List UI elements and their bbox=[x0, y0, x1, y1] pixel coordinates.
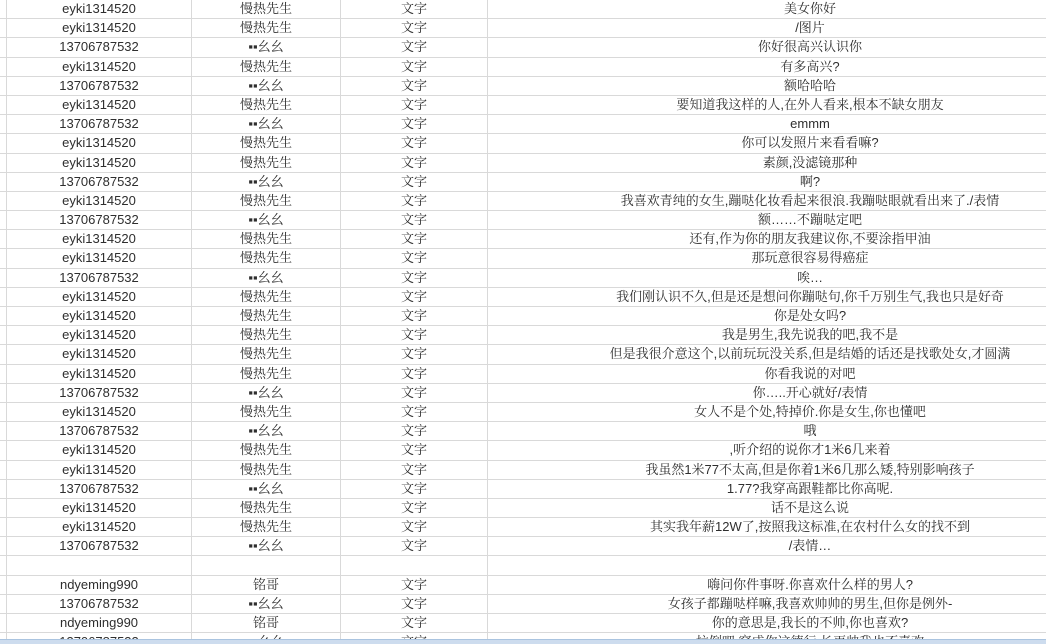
cell-type[interactable]: 文字 bbox=[341, 307, 488, 325]
cell-gutter[interactable] bbox=[0, 211, 7, 229]
cell-type[interactable]: 文字 bbox=[341, 192, 488, 210]
cell-nickname[interactable]: ▪▪幺幺 bbox=[192, 595, 341, 613]
cell-type[interactable]: 文字 bbox=[341, 537, 488, 555]
cell-nickname[interactable]: 慢热先生 bbox=[192, 345, 341, 363]
cell-message[interactable]: 美女你好 bbox=[783, 1, 836, 16]
cell-type[interactable]: 文字 bbox=[341, 58, 488, 76]
cell-gutter[interactable] bbox=[0, 461, 7, 479]
cell-type[interactable]: 文字 bbox=[341, 154, 488, 172]
table-row bbox=[0, 422, 1046, 441]
cell-type[interactable]: 文字 bbox=[341, 595, 488, 613]
table-row bbox=[0, 154, 1046, 173]
cell-gutter[interactable] bbox=[0, 269, 7, 287]
table-row bbox=[0, 595, 1046, 614]
cell-type[interactable]: 文字 bbox=[341, 614, 488, 632]
cell-nickname[interactable]: 铭哥 bbox=[192, 614, 341, 632]
cell-message[interactable]: 我喜欢青纯的女生,蹦哒化妆看起来很浪.我蹦哒眼就看出来了./表情 bbox=[620, 192, 1000, 208]
cell-account[interactable]: ndyeming990 bbox=[7, 576, 192, 594]
cell-type[interactable]: 文字 bbox=[341, 230, 488, 248]
cell-type[interactable]: 文字 bbox=[341, 518, 488, 536]
cell-gutter[interactable] bbox=[0, 595, 7, 613]
cell-type[interactable]: 文字 bbox=[341, 422, 488, 440]
table-row bbox=[0, 249, 1046, 268]
cell-account[interactable]: eyki1314520 bbox=[7, 0, 192, 18]
cell-message[interactable]: 我虽然1米77不太高,但是你着1米6几那么矮,特别影响孩子 bbox=[645, 461, 975, 477]
table-row bbox=[0, 499, 1046, 518]
cell-account[interactable]: eyki1314520 bbox=[7, 249, 192, 267]
table-row bbox=[0, 307, 1046, 326]
cell-gutter[interactable] bbox=[0, 614, 7, 632]
cell-nickname[interactable]: ▪▪幺幺 bbox=[192, 422, 341, 440]
table-row bbox=[0, 230, 1046, 249]
cell-nickname[interactable]: 慢热先生 bbox=[192, 58, 341, 76]
cell-account[interactable]: eyki1314520 bbox=[7, 461, 192, 479]
cell-nickname[interactable] bbox=[192, 556, 341, 574]
cell-gutter[interactable] bbox=[0, 249, 7, 267]
cell-type[interactable]: 文字 bbox=[341, 269, 488, 287]
cell-nickname[interactable]: 慢热先生 bbox=[192, 134, 341, 152]
table-row bbox=[0, 537, 1046, 556]
cell-message[interactable]: 啊? bbox=[799, 173, 821, 189]
cell-gutter[interactable] bbox=[0, 480, 7, 498]
cell-nickname[interactable]: 慢热先生 bbox=[192, 288, 341, 306]
cell-nickname[interactable]: ▪▪幺幺 bbox=[192, 115, 341, 133]
cell-gutter[interactable] bbox=[0, 77, 7, 95]
cell-account[interactable]: eyki1314520 bbox=[7, 326, 192, 344]
cell-account[interactable]: 13706787532 bbox=[7, 384, 192, 402]
cell-account[interactable]: ndyeming990 bbox=[7, 614, 192, 632]
cell-message[interactable]: /表情… bbox=[788, 538, 832, 554]
table-row bbox=[0, 19, 1046, 38]
cell-nickname[interactable]: 慢热先生 bbox=[192, 499, 341, 517]
cell-message[interactable]: 但是我很介意这个,以前玩玩没关系,但是结婚的话还是找歌处女,才圆满 bbox=[609, 346, 1011, 362]
cell-account[interactable]: eyki1314520 bbox=[7, 441, 192, 459]
cell-gutter[interactable] bbox=[0, 326, 7, 344]
cell-account[interactable]: 13706787532 bbox=[7, 115, 192, 133]
cell-message[interactable]: /图片 bbox=[795, 20, 825, 36]
cell-account[interactable]: eyki1314520 bbox=[7, 345, 192, 363]
cell-message[interactable]: 有多高兴? bbox=[780, 58, 840, 74]
cell-message[interactable]: 话不是这么说 bbox=[770, 499, 849, 515]
cell-nickname[interactable]: 慢热先生 bbox=[192, 154, 341, 172]
cell-gutter[interactable] bbox=[0, 422, 7, 440]
cell-nickname[interactable]: 慢热先生 bbox=[192, 96, 341, 114]
cell-type[interactable]: 文字 bbox=[341, 115, 488, 133]
cell-message[interactable]: 你的意思是,我长的不帅,你也喜欢? bbox=[711, 615, 909, 630]
cell-type[interactable]: 文字 bbox=[341, 576, 488, 594]
cell-gutter[interactable] bbox=[0, 576, 7, 594]
cell-gutter[interactable] bbox=[0, 365, 7, 383]
cell-nickname[interactable]: 铭哥 bbox=[192, 576, 341, 594]
cell-account[interactable]: 13706787532 bbox=[7, 38, 192, 56]
table-row bbox=[0, 134, 1046, 153]
cell-nickname[interactable]: ▪▪幺幺 bbox=[192, 384, 341, 402]
cell-gutter[interactable] bbox=[0, 345, 7, 363]
table-row bbox=[0, 461, 1046, 480]
cell-gutter[interactable] bbox=[0, 307, 7, 325]
cell-message[interactable]: 要知道我这样的人,在外人看来,根本不缺女朋友 bbox=[676, 96, 944, 112]
cell-message[interactable]: 其实我年薪12W了,按照我这标准,在农村什么女的找不到 bbox=[650, 519, 970, 535]
cell-type[interactable]: 文字 bbox=[341, 384, 488, 402]
cell-nickname[interactable]: 慢热先生 bbox=[192, 365, 341, 383]
table-row bbox=[0, 38, 1046, 57]
cell-nickname[interactable]: ▪▪幺幺 bbox=[192, 77, 341, 95]
cell-type[interactable]: 文字 bbox=[341, 0, 488, 18]
table-row bbox=[0, 173, 1046, 192]
cell-account[interactable]: 13706787532 bbox=[7, 537, 192, 555]
cell-message[interactable]: 唉… bbox=[796, 269, 823, 285]
cell-account[interactable]: 13706787532 bbox=[7, 422, 192, 440]
cell-type[interactable]: 文字 bbox=[341, 403, 488, 421]
table-row bbox=[0, 326, 1046, 345]
cell-nickname[interactable]: 慢热先生 bbox=[192, 441, 341, 459]
cell-message[interactable]: 女孩子都蹦哒样嘛,我喜欢帅帅的男生,但你是例外- bbox=[667, 595, 953, 611]
cell-message[interactable]: 你是处女吗? bbox=[773, 308, 847, 323]
cell-message[interactable]: 你看我说的对吧 bbox=[764, 365, 856, 381]
cell-account[interactable]: eyki1314520 bbox=[7, 154, 192, 172]
cell-gutter[interactable] bbox=[0, 134, 7, 152]
cell-type[interactable]: 文字 bbox=[341, 288, 488, 306]
table-row bbox=[0, 211, 1046, 230]
cell-type[interactable]: 文字 bbox=[341, 345, 488, 363]
cell-gutter[interactable] bbox=[0, 288, 7, 306]
cell-account[interactable]: eyki1314520 bbox=[7, 192, 192, 210]
cell-account[interactable]: 13706787532 bbox=[7, 211, 192, 229]
cell-account[interactable]: 13706787532 bbox=[7, 173, 192, 191]
table-row bbox=[0, 576, 1046, 595]
cell-message[interactable]: 素颜,没滤镜那种 bbox=[762, 154, 858, 170]
cell-nickname[interactable]: ▪▪幺幺 bbox=[192, 269, 341, 287]
table-row bbox=[0, 480, 1046, 499]
cell-account[interactable]: 13706787532 bbox=[7, 77, 192, 95]
cell-account[interactable]: eyki1314520 bbox=[7, 518, 192, 536]
cell-message[interactable]: 我是男生,我先说我的吧,我不是 bbox=[721, 327, 899, 343]
cell-gutter[interactable] bbox=[0, 518, 7, 536]
cell-gutter[interactable] bbox=[0, 0, 7, 18]
cell-type[interactable]: 文字 bbox=[341, 211, 488, 229]
cell-account[interactable]: eyki1314520 bbox=[7, 288, 192, 306]
cell-type[interactable]: 文字 bbox=[341, 326, 488, 344]
cell-message[interactable]: 你可以发照片来看看嘛? bbox=[741, 135, 879, 151]
cell-type[interactable]: 文字 bbox=[341, 77, 488, 95]
cell-message[interactable]: 那玩意很容易得癌症 bbox=[751, 250, 869, 266]
table-row bbox=[0, 77, 1046, 96]
table-row bbox=[0, 365, 1046, 384]
cell-gutter[interactable] bbox=[0, 115, 7, 133]
cell-gutter[interactable] bbox=[0, 403, 7, 421]
cell-gutter[interactable] bbox=[0, 173, 7, 191]
cell-message[interactable]: 你…..开心就好/表情 bbox=[752, 384, 868, 400]
table-row bbox=[0, 96, 1046, 115]
cell-gutter[interactable] bbox=[0, 58, 7, 76]
cell-type[interactable] bbox=[341, 556, 488, 574]
cell-message[interactable]: 我们刚认识不久,但是还是想问你蹦哒句,你千万别生气,我也只是好奇 bbox=[616, 288, 1004, 304]
cell-account[interactable]: eyki1314520 bbox=[7, 96, 192, 114]
cell-account[interactable]: 13706787532 bbox=[7, 480, 192, 498]
cell-message[interactable]: 额哈哈哈 bbox=[783, 77, 836, 93]
cell-nickname[interactable]: ▪▪幺幺 bbox=[192, 173, 341, 191]
cell-message[interactable]: 还有,作为你的朋友我建议你,不要涂指甲油 bbox=[689, 231, 931, 247]
cell-message[interactable]: 你好很高兴认识你 bbox=[757, 39, 862, 55]
cell-gutter[interactable] bbox=[0, 441, 7, 459]
cell-account[interactable]: eyki1314520 bbox=[7, 403, 192, 421]
cell-message[interactable]: 女人不是个处,特掉价.你是女生,你也懂吧 bbox=[694, 403, 926, 419]
cell-account[interactable]: eyki1314520 bbox=[7, 134, 192, 152]
cell-nickname[interactable]: 慢热先生 bbox=[192, 403, 341, 421]
cell-type[interactable]: 文字 bbox=[341, 19, 488, 37]
cell-type[interactable]: 文字 bbox=[341, 38, 488, 56]
cell-account[interactable]: eyki1314520 bbox=[7, 499, 192, 517]
cell-nickname[interactable]: 慢热先生 bbox=[192, 19, 341, 37]
cell-nickname[interactable]: 慢热先生 bbox=[192, 249, 341, 267]
table-row bbox=[0, 192, 1046, 211]
cell-message[interactable]: emmm bbox=[790, 116, 830, 132]
cell-message[interactable] bbox=[488, 556, 1046, 574]
cell-nickname[interactable]: ▪▪幺幺 bbox=[192, 480, 341, 498]
table-row bbox=[0, 518, 1046, 537]
cell-type[interactable]: 文字 bbox=[341, 499, 488, 517]
cell-account[interactable]: eyki1314520 bbox=[7, 230, 192, 248]
cell-nickname[interactable]: 慢热先生 bbox=[192, 461, 341, 479]
cell-nickname[interactable]: 慢热先生 bbox=[192, 230, 341, 248]
cell-gutter[interactable] bbox=[0, 384, 7, 402]
cell-account[interactable] bbox=[7, 556, 192, 574]
cell-gutter[interactable] bbox=[0, 499, 7, 517]
cell-type[interactable]: 文字 bbox=[341, 173, 488, 191]
table-row bbox=[0, 269, 1046, 288]
table-row bbox=[0, 345, 1046, 364]
table-row bbox=[0, 288, 1046, 307]
cell-nickname[interactable]: ▪▪幺幺 bbox=[192, 38, 341, 56]
cell-type[interactable]: 文字 bbox=[341, 480, 488, 498]
table-row bbox=[0, 384, 1046, 403]
cell-nickname[interactable]: 慢热先生 bbox=[192, 326, 341, 344]
cell-type[interactable]: 文字 bbox=[341, 134, 488, 152]
cell-message[interactable]: 1.77?我穿高跟鞋都比你高呢. bbox=[726, 480, 894, 496]
cell-gutter[interactable] bbox=[0, 96, 7, 114]
table-row bbox=[0, 556, 1046, 575]
cell-account[interactable]: eyki1314520 bbox=[7, 307, 192, 325]
table-row bbox=[0, 614, 1046, 633]
table-row bbox=[0, 441, 1046, 460]
cell-type[interactable]: 文字 bbox=[341, 461, 488, 479]
cell-gutter[interactable] bbox=[0, 537, 7, 555]
table-row bbox=[0, 0, 1046, 19]
cell-account[interactable]: 13706787532 bbox=[7, 269, 192, 287]
cell-type[interactable]: 文字 bbox=[341, 249, 488, 267]
cell-message[interactable]: 额……不蹦哒定吧 bbox=[757, 212, 862, 228]
cell-gutter[interactable] bbox=[0, 192, 7, 210]
table-row bbox=[0, 58, 1046, 77]
cell-gutter[interactable] bbox=[0, 19, 7, 37]
bottom-selection-strip bbox=[0, 639, 1046, 644]
cell-gutter[interactable] bbox=[0, 230, 7, 248]
cell-nickname[interactable]: 慢热先生 bbox=[192, 192, 341, 210]
cell-message[interactable]: 哦 bbox=[803, 423, 817, 439]
table-row bbox=[0, 403, 1046, 422]
cell-account[interactable]: eyki1314520 bbox=[7, 365, 192, 383]
cell-nickname[interactable]: 慢热先生 bbox=[192, 307, 341, 325]
cell-nickname[interactable]: 慢热先生 bbox=[192, 0, 341, 18]
cell-gutter[interactable] bbox=[0, 556, 7, 574]
cell-gutter[interactable] bbox=[0, 154, 7, 172]
cell-account[interactable]: eyki1314520 bbox=[7, 19, 192, 37]
cell-message[interactable]: 嗨问你件事呀.你喜欢什么样的男人? bbox=[707, 576, 913, 592]
cell-type[interactable]: 文字 bbox=[341, 441, 488, 459]
cell-nickname[interactable]: ▪▪幺幺 bbox=[192, 211, 341, 229]
cell-gutter[interactable] bbox=[0, 38, 7, 56]
cell-nickname[interactable]: ▪▪幺幺 bbox=[192, 537, 341, 555]
cell-nickname[interactable]: 慢热先生 bbox=[192, 518, 341, 536]
cell-type[interactable]: 文字 bbox=[341, 365, 488, 383]
table-row bbox=[0, 115, 1046, 134]
cell-account[interactable]: eyki1314520 bbox=[7, 58, 192, 76]
cell-message[interactable]: ,听介绍的说你才1米6几来着 bbox=[729, 442, 891, 458]
cell-type[interactable]: 文字 bbox=[341, 96, 488, 114]
cell-account[interactable]: 13706787532 bbox=[7, 595, 192, 613]
